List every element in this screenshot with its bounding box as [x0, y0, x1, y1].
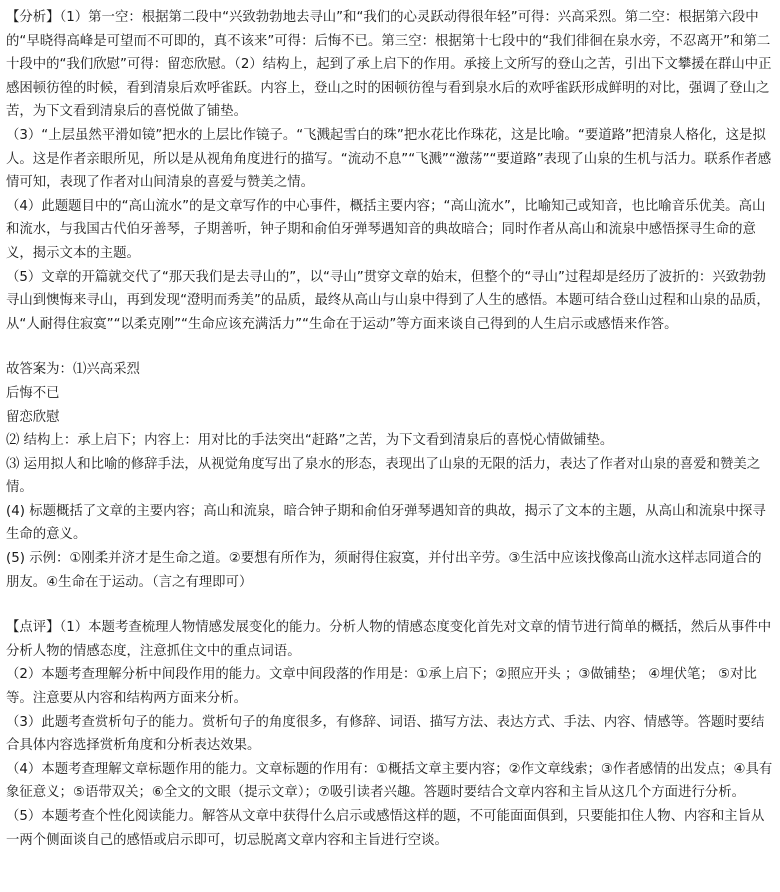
comment-para-1 [6, 616, 774, 663]
comment-para-3: （3）此题考查赏析句子的能力。赏析句子的角度很多，有修辞、词语、描写方法、表达方式、手法、内容、情感等。答题时要结合具体内容选择赏析角度和分析表达效果。 [6, 714, 765, 754]
answer-section [6, 358, 774, 594]
comment-para-4: （4）本题考查理解文章标题作用的能力。文章标题的作用有：①概括文章主要内容；②作文章线索；③作者感情的出发点；④具有象征意义；⑤语带双关；⑥全文的文眼（提示文章）；⑦吸引读者兴趣。答题时要结合文章内容和主旨从这几个方面进行分析。 [6, 761, 773, 801]
answer-line: 后悔不已 [6, 385, 60, 401]
answer-line: 留恋欣慰 [6, 409, 60, 425]
analysis-para-1 [6, 6, 774, 124]
section-spacer [6, 336, 774, 358]
answer-line: ⑶ 运用拟人和比喻的修辞手法，从视觉角度写出了泉水的形态，表现出了山泉的无限的活力，表达了作者对山泉的喜爱和赞美之情。 [6, 456, 761, 496]
analysis-para-4: （5）文章的开篇就交代了“那天我们是去寻山的”，以“寻山”贯穿文章的始末，但整个的“寻山”过程却是经历了波折的：兴致勃勃寻山到懊悔来寻山，再到发现“澄明而秀美”的品质，最终从高山与山泉中得到了人生的感悟。本题可结合登山过程和山泉的品质，从“人耐得住寂寞”“以柔克刚”“生命应该充满活力”“生命在于运动”等方面来谈自己得到的人生启示或感悟来作答。 [6, 269, 770, 332]
answer-line: 故答案为：⑴兴高采烈 [6, 362, 140, 378]
analysis-para-2: （3）“上层虽然平滑如镜”把水的上层比作镜子。“飞溅起雪白的珠”把水花比作珠花，这是比喻。“要道路”把清泉人格化，这是拟人。这是作者亲眼所见，所以是从视角角度进行的描写。“流动不息”“飞溅”“激荡”“要道路”表现了山泉的生机与活力。联系作者感情可知，表现了作者对山间清泉的喜爱与赞美之情。 [6, 127, 772, 191]
analysis-text-1: （1）第一空：根据第二段中“兴致勃勃地去寻山”和“我们的心灵跃动得很年轻”可得：兴高采烈。第二空：根据第六段中的“早晓得高峰是可望而不可即的，真不该来”可得：后悔不已。第三空：根据第十七段中的“我们徘徊在泉水旁，不忍离开”和第二十段中的“我们欣慰”可得：留恋欣慰。（2）结构上，起到了承上启下的作用。承接上文所写的登山之苦，引出下文攀援在群山中正感困顿彷徨的时候，看到清泉后欢呼雀跃。内容上，登山之时的困顿彷徨与看到泉水后的欢呼雀跃形成鲜明的对比，强调了登山之苦，为下文看到清泉后的喜悦做了铺垫。 [6, 10, 772, 120]
comment-label: 【点评】 [6, 620, 60, 636]
comment-para-5: （5）本题考查个性化阅读能力。解答从文章中获得什么启示或感悟这样的题，不可能面面俱到，只要能扣住人物、内容和主旨从一两个侧面谈自己的感悟或启示即可，切忌脱离文章内容和主旨进行空谈。 [6, 809, 765, 848]
comment-section [6, 616, 774, 852]
comment-para-2: （2）本题考查理解分析中间段作用的能力。文章中间段落的作用是：①承上启下；②照应开头 ；③做铺垫； ④埋伏笔； ⑤对比等。注意要从内容和结构两方面来分析。 [6, 667, 757, 707]
analysis-para-3: （4）此题题目中的“高山流水”的是文章写作的中心事件，概括主要内容；“高山流水”，比喻知己或知音，也比喻音乐优美。高山和流水，与我国古代伯牙善琴，子期善听，钟子期和俞伯牙弹琴遇知音的典故暗合；同时作者从高山和流泉中感悟探寻生命的意义，揭示文本的主题。 [6, 198, 766, 261]
analysis-label: 【分析】 [6, 10, 60, 25]
answer-line: (4) 标题概括了文章的主要内容；高山和流泉，暗合钟子期和俞伯牙弹琴遇知音的典故，揭示了文本的主题，从高山和流泉中探寻生命的意义。 [6, 503, 766, 543]
comment-text-1: （1）本题考查梳理人物情感发展变化的能力。分析人物的情感态度变化首先对文章的情节进行简单的概括，然后从事件中分析人物的情感态度，注意抓住文中的重点词语。 [6, 620, 772, 659]
analysis-section [6, 6, 774, 336]
answer-line: ⑵ 结构上：承上启下；内容上：用对比的手法突出“赶路”之苦，为下文看到清泉后的喜悦心情做铺垫。 [6, 433, 614, 449]
section-spacer [6, 594, 774, 616]
answer-line: (5) 示例：①刚柔并济才是生命之道。②要想有所作为，须耐得住寂寞，并付出辛劳。③生活中应该找像高山流水这样志同道合的朋友。④生命在于运动。（言之有理即可） [6, 551, 762, 590]
